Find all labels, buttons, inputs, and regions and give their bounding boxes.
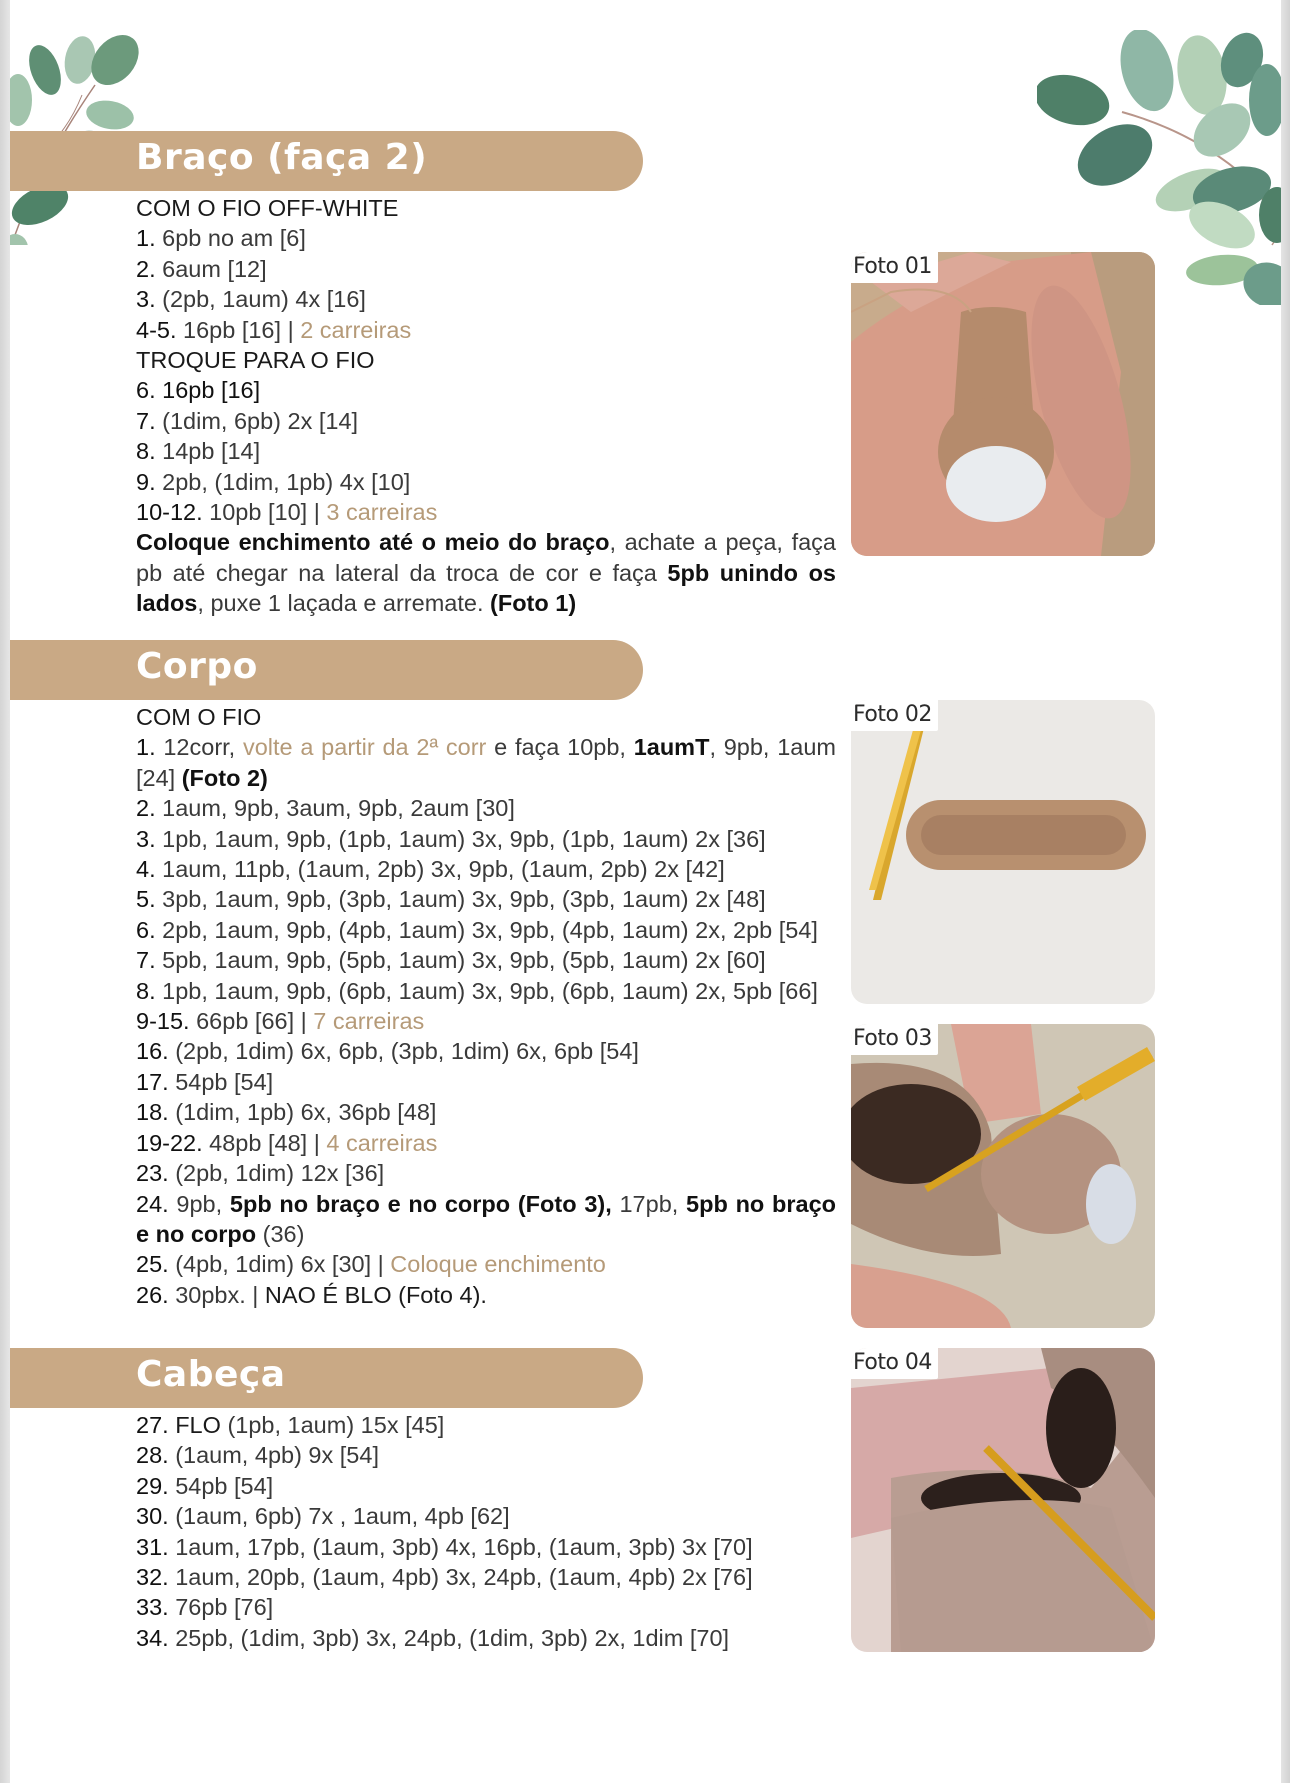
instruction-text: 54pb [54] bbox=[168, 1472, 274, 1499]
instruction-text: 48pb [48] | bbox=[202, 1129, 327, 1156]
instruction-line bbox=[136, 945, 836, 975]
instruction-text: (1dim, 1pb) 6x, 36pb [48] bbox=[168, 1099, 437, 1126]
instruction-text: NAO É BLO (Foto 4). bbox=[264, 1281, 487, 1308]
instruction-text: 5pb no braço e no corpo bbox=[136, 1190, 837, 1247]
instruction-line bbox=[136, 467, 836, 497]
round-number: 28. bbox=[136, 1442, 169, 1469]
round-number: 32. bbox=[136, 1564, 169, 1591]
photo-label: Foto 04 bbox=[851, 1348, 938, 1379]
round-number: 7. bbox=[136, 407, 156, 434]
instruction-text: 1aum, 11pb, (1aum, 2pb) 3x, 9pb, (1aum, 2pb) 2x [42] bbox=[155, 856, 725, 883]
round-number: 6. bbox=[136, 916, 156, 943]
instruction-line bbox=[136, 1189, 836, 1250]
photo-02 bbox=[851, 700, 1155, 1004]
instruction-text: , achate a peça, faça pb até chegar na lateral da troca de cor e faça bbox=[136, 529, 836, 586]
instruction-text: 2pb, (1dim, 1pb) 4x [10] bbox=[155, 468, 411, 495]
instruction-line bbox=[136, 732, 836, 793]
instruction-line bbox=[136, 1097, 836, 1127]
instruction-text: 1aum, 17pb, (1aum, 3pb) 4x, 16pb, (1aum, 3pb) 3x [70] bbox=[168, 1533, 753, 1560]
instruction-line bbox=[136, 884, 836, 914]
instruction-text: 12corr, bbox=[155, 734, 243, 761]
instruction-text: (2pb, 1dim) 12x [36] bbox=[168, 1160, 385, 1187]
round-number: 4. bbox=[136, 856, 156, 883]
instruction-line bbox=[136, 1440, 836, 1470]
instruction-text: 14pb [14] bbox=[155, 438, 261, 465]
instruction-text: 1aumT bbox=[633, 734, 710, 761]
instruction-text: 66pb [66] | bbox=[189, 1008, 314, 1035]
instruction-text: 6aum [12] bbox=[155, 255, 267, 282]
section-title-corpo: Corpo bbox=[136, 646, 258, 687]
instruction-text: 6pb no am [6] bbox=[155, 225, 306, 252]
instruction-text: 9pb, bbox=[168, 1190, 230, 1217]
round-number: 16pb [16] bbox=[155, 377, 261, 404]
instructions-cabeca bbox=[136, 1410, 836, 1653]
round-number: 25. bbox=[136, 1251, 169, 1278]
pattern-page bbox=[10, 0, 1281, 1783]
instruction-line bbox=[136, 702, 836, 732]
round-number: 10-12. bbox=[136, 499, 203, 526]
instruction-line bbox=[136, 1249, 836, 1279]
section-banner-cabeca bbox=[10, 1348, 643, 1408]
instructions-corpo bbox=[136, 702, 836, 1310]
highlight-note: 4 carreiras bbox=[326, 1129, 438, 1156]
round-number: 3. bbox=[136, 286, 156, 313]
instruction-line bbox=[136, 1410, 836, 1440]
instruction-text: (4pb, 1dim) 6x [30] | bbox=[168, 1251, 391, 1278]
round-number: 33. bbox=[136, 1594, 169, 1621]
instruction-text: 17pb, bbox=[611, 1190, 687, 1217]
instruction-text: , 9pb, 1aum [24] bbox=[136, 734, 836, 791]
instruction-text: (1aum, 6pb) 7x , 1aum, 4pb [62] bbox=[168, 1503, 510, 1530]
instruction-text: 5pb, 1aum, 9pb, (5pb, 1aum) 3x, 9pb, (5pb, 1aum) 2x [60] bbox=[155, 947, 766, 974]
round-number: 6. bbox=[136, 377, 156, 404]
round-number: 18. bbox=[136, 1099, 169, 1126]
instruction-text: 10pb [10] | bbox=[202, 499, 327, 526]
instruction-line bbox=[136, 1036, 836, 1066]
section-banner-corpo bbox=[10, 640, 643, 700]
instruction-text: 25pb, (1dim, 3pb) 3x, 24pb, (1dim, 3pb) 2x, 1dim [70] bbox=[168, 1624, 730, 1651]
instruction-line bbox=[136, 1471, 836, 1501]
instruction-text: , puxe 1 laçada e arremate. bbox=[197, 590, 491, 617]
photo-label: Foto 03 bbox=[851, 1024, 938, 1055]
round-number: 1. bbox=[136, 734, 156, 761]
round-number: 5. bbox=[136, 886, 156, 913]
highlight-note: 3 carreiras bbox=[326, 499, 438, 526]
round-number: 23. bbox=[136, 1160, 169, 1187]
round-number: 34. bbox=[136, 1624, 169, 1651]
instruction-line bbox=[136, 254, 836, 284]
photo-04 bbox=[851, 1348, 1155, 1652]
instruction-line bbox=[136, 1006, 836, 1036]
instruction-line bbox=[136, 824, 836, 854]
section-banner-braco bbox=[10, 131, 643, 191]
instruction-text: 30pbx. | bbox=[168, 1281, 265, 1308]
instruction-line bbox=[136, 223, 836, 253]
instruction-line bbox=[136, 1128, 836, 1158]
round-number: 2. bbox=[136, 795, 156, 822]
instruction-line bbox=[136, 1562, 836, 1592]
instruction-line bbox=[136, 976, 836, 1006]
round-number: 2. bbox=[136, 255, 156, 282]
page-edge-left bbox=[0, 0, 10, 1783]
round-number: 30. bbox=[136, 1503, 169, 1530]
instruction-text: 2pb, 1aum, 9pb, (4pb, 1aum) 3x, 9pb, (4pb, 1aum) 2x, 2pb [54] bbox=[155, 916, 818, 943]
instruction-text: COM O FIO OFF-WHITE bbox=[136, 195, 399, 221]
photo-label: Foto 02 bbox=[851, 700, 938, 731]
instruction-line bbox=[136, 854, 836, 884]
instruction-text: (2pb, 1dim) 6x, 6pb, (3pb, 1dim) 6x, 6pb [54] bbox=[168, 1038, 639, 1065]
instruction-line bbox=[136, 1532, 836, 1562]
round-number: 3. bbox=[136, 825, 156, 852]
instruction-text: e faça 10pb, bbox=[486, 734, 634, 761]
instruction-text: (1aum, 4pb) 9x [54] bbox=[168, 1442, 379, 1469]
instruction-line bbox=[136, 1158, 836, 1188]
instruction-text: 54pb [54] bbox=[168, 1068, 274, 1095]
section-title-braco: Braço (faça 2) bbox=[136, 137, 428, 178]
instruction-text: Coloque enchimento até o meio do braço bbox=[136, 529, 610, 556]
instruction-line bbox=[136, 406, 836, 436]
instruction-line bbox=[136, 1501, 836, 1531]
round-number: 24. bbox=[136, 1190, 169, 1217]
photo-01 bbox=[851, 252, 1155, 556]
instruction-line bbox=[136, 345, 836, 375]
instruction-text: (1pb, 1aum) 15x [45] bbox=[220, 1412, 445, 1438]
round-number: 19-22. bbox=[136, 1129, 203, 1156]
instruction-line bbox=[136, 915, 836, 945]
instruction-text: (1dim, 6pb) 2x [14] bbox=[155, 407, 359, 434]
highlight-note: volte a partir da 2ª corr bbox=[242, 734, 487, 761]
round-number: 9-15. bbox=[136, 1008, 190, 1035]
eucalyptus-leaves-icon bbox=[10, 15, 140, 245]
highlight-note: Coloque enchimento bbox=[390, 1251, 606, 1278]
instruction-text: 76pb [76] bbox=[168, 1594, 274, 1621]
round-number: 8. bbox=[136, 977, 156, 1004]
instruction-line bbox=[136, 793, 836, 823]
instruction-text: COM O FIO bbox=[136, 704, 262, 730]
instruction-text: (Foto 1) bbox=[490, 590, 577, 617]
instruction-text: 5pb unindo os lados bbox=[136, 559, 836, 617]
instructions-braco bbox=[136, 193, 836, 619]
instruction-line bbox=[136, 1280, 836, 1310]
instruction-line bbox=[136, 1067, 836, 1097]
round-number: 29. bbox=[136, 1472, 169, 1499]
round-number: 7. bbox=[136, 947, 156, 974]
round-number: 4-5. bbox=[136, 316, 177, 343]
instruction-text: 1aum, 9pb, 3aum, 9pb, 2aum [30] bbox=[155, 795, 515, 822]
round-number: 26. bbox=[136, 1281, 169, 1308]
instruction-line bbox=[136, 284, 836, 314]
round-number: 27. bbox=[136, 1412, 169, 1438]
page-edge-right bbox=[1281, 0, 1290, 1783]
instruction-text: 3pb, 1aum, 9pb, (3pb, 1aum) 3x, 9pb, (3pb, 1aum) 2x [48] bbox=[155, 886, 766, 913]
instruction-line bbox=[136, 1592, 836, 1622]
round-number: 1. bbox=[136, 225, 156, 252]
instruction-text: 1pb, 1aum, 9pb, (1pb, 1aum) 3x, 9pb, (1pb, 1aum) 2x [36] bbox=[155, 825, 766, 852]
instruction-text: (2pb, 1aum) 4x [16] bbox=[155, 286, 366, 313]
instruction-text: FLO bbox=[175, 1412, 221, 1438]
instruction-line bbox=[136, 375, 836, 405]
instruction-text: 5pb no braço e no corpo (Foto 3), bbox=[229, 1190, 612, 1217]
round-number: 8. bbox=[136, 438, 156, 465]
instruction-text: TROQUE PARA O FIO bbox=[136, 347, 375, 374]
instruction-text: (36) bbox=[256, 1220, 305, 1247]
photo-label: Foto 01 bbox=[851, 252, 938, 283]
round-number: 9. bbox=[136, 468, 156, 495]
instruction-text: 16pb [16] | bbox=[176, 316, 301, 343]
instruction-line bbox=[136, 1623, 836, 1653]
highlight-note: 7 carreiras bbox=[313, 1008, 425, 1035]
instruction-text: (Foto 2) bbox=[181, 764, 268, 791]
instruction-line bbox=[136, 527, 836, 618]
instruction-line bbox=[136, 193, 836, 223]
section-title-cabeca: Cabeça bbox=[136, 1354, 286, 1395]
photo-03 bbox=[851, 1024, 1155, 1328]
round-number: 31. bbox=[136, 1533, 169, 1560]
round-number: 17. bbox=[136, 1068, 169, 1095]
round-number: 16. bbox=[136, 1038, 169, 1065]
instruction-line bbox=[136, 315, 836, 345]
instruction-text: 1aum, 20pb, (1aum, 4pb) 3x, 24pb, (1aum, 4pb) 2x [76] bbox=[168, 1564, 753, 1591]
instruction-line bbox=[136, 436, 836, 466]
highlight-note: 2 carreiras bbox=[300, 316, 412, 343]
instruction-text: 1pb, 1aum, 9pb, (6pb, 1aum) 3x, 9pb, (6pb, 1aum) 2x, 5pb [66] bbox=[155, 977, 818, 1004]
instruction-line bbox=[136, 497, 836, 527]
